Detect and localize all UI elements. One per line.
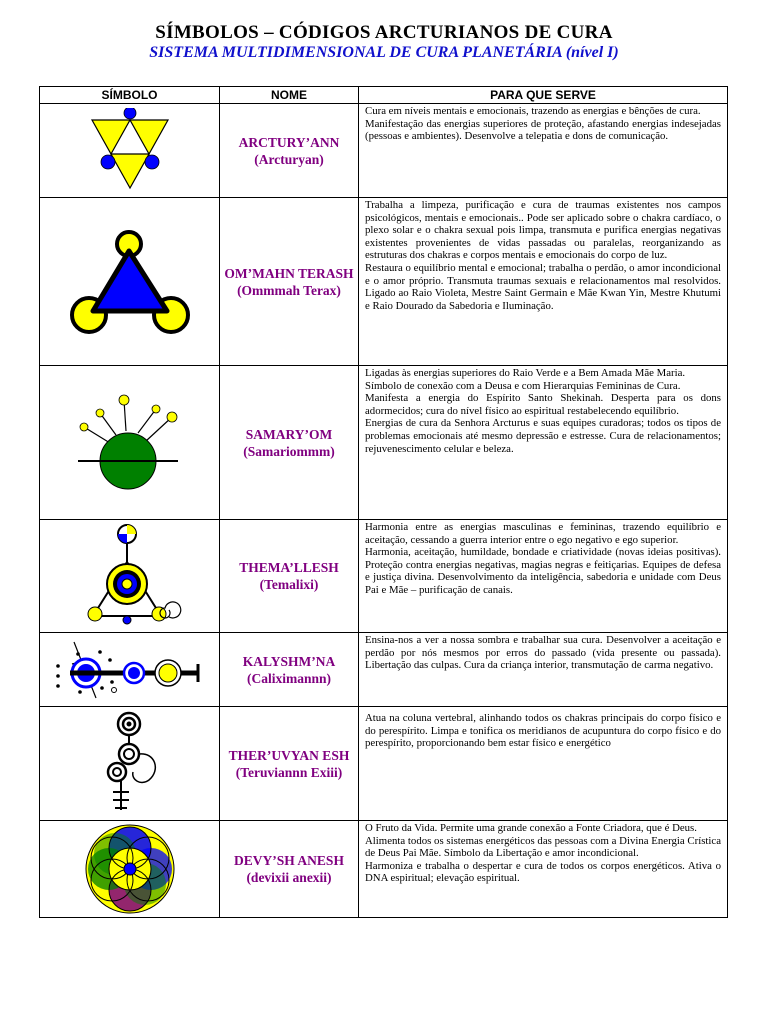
description-paragraph: Harmonia entre as energias masculinas e femininas, trazendo equilíbrio e aceitação, cessando a guerra interior entre o ego negativo e ego superior. bbox=[365, 521, 721, 546]
name-cell bbox=[220, 104, 359, 198]
symbol-name: THEMA’LLESH bbox=[239, 560, 339, 575]
name-cell bbox=[220, 366, 359, 520]
column-header-name: NOME bbox=[220, 87, 359, 104]
description-cell bbox=[359, 821, 728, 918]
symbol-alt-name: (Arcturyan) bbox=[254, 151, 324, 167]
symbol-alt-name: (Teruviannn Exiii) bbox=[235, 764, 343, 780]
name-cell bbox=[220, 707, 359, 821]
page-title: SÍMBOLOS – CÓDIGOS ARCTURIANOS DE CURA bbox=[155, 22, 613, 43]
description-paragraph: Harmoniza e trabalha o despertar e cura de todos os corpos energéticos. Ativa o DNA espiritual; elevação espiritual. bbox=[365, 859, 721, 885]
symbol-name: SAMARY’OM bbox=[245, 426, 333, 442]
name-cell bbox=[220, 198, 359, 366]
symbol-alt-name: (Ommmah Terax) bbox=[237, 282, 341, 298]
description-paragraph: Trabalha a limpeza, purificação e cura de traumas existentes nos campos psicológicos, mentais e emocionais.. Pode ser aplicado sobre o chakra cardíaco, o plexo solar e o chakra sexual pois limpa, transmuta e purifica energias negativas existentes provenientes de vidas passadas ou paralelas, reorganizando as estruturas dos chakras e corpos mentais e emocionais do corpo de luz. bbox=[365, 199, 721, 262]
symbol-name: ARCTURY’ANN bbox=[238, 134, 340, 150]
description-cell bbox=[359, 198, 728, 366]
name-cell bbox=[220, 633, 359, 707]
description-paragraph: Atua na coluna vertebral, alinhando todos os chakras principais do corpo físico e do perespírito. Limpa e tonifica os meridianos de acupuntura do corpo físico e do perespírito, proporcionando bem estar físico e energético bbox=[365, 712, 721, 750]
description-paragraph: Ensina-nos a ver a nossa sombra e trabalhar sua cura. Desenvolver a aceitação e perdão por nós mesmos por erros do passado (vida presente ou passada). Libertação das culpas. Cura da criança interior, transmutação de carma negativo. bbox=[365, 634, 721, 672]
description-cell bbox=[359, 633, 728, 707]
description-paragraph: Manifesta a energia do Espírito Santo Shekinah. Desperta para os dons adormecidos; cura do nível físico ao espiritual restabelecendo equilíbrio. bbox=[365, 392, 721, 417]
description-paragraph: Símbolo de conexão com a Deusa e com Hierarquias Femininas de Cura. bbox=[365, 379, 681, 392]
name-cell bbox=[220, 821, 359, 918]
description-paragraph: Manifestação das energias superiores de proteção, afastando energias indesejadas (pessoas e ambientes). Desenvolve a telepatia e dons de comunicação. bbox=[365, 117, 721, 143]
description-cell bbox=[359, 707, 728, 821]
table-row bbox=[40, 707, 728, 821]
table-row bbox=[40, 104, 728, 198]
symbol-cell bbox=[40, 821, 220, 918]
table-row bbox=[40, 198, 728, 366]
description-paragraph: Harmonia, aceitação, humildade, bondade e criatividade (novas ideias positivas). Proteção contra energias negativas, magias negras e feitiçarias. Equipes de defesa e justiça divina. Desenvolvimento da inteligência, sabedoria e unidade com Deus Pai e Mãe – purificação de canais. bbox=[365, 546, 721, 596]
symbol-name: KALYSHM’NA bbox=[242, 653, 336, 669]
symbol-cell bbox=[40, 520, 220, 633]
symbol-alt-name: (Temalixi) bbox=[259, 577, 319, 592]
table-row bbox=[40, 366, 728, 520]
table-row bbox=[40, 821, 728, 918]
themallesh-symbol bbox=[65, 524, 195, 629]
description-paragraph: Alimenta todos os sistemas energéticos das pessoas com a Divina Energia Crística de Deus Pai Mãe. Símbolo da Libertação e amor incondicional. bbox=[365, 834, 721, 860]
theruvyan-esh-symbol bbox=[85, 710, 175, 818]
description-paragraph: Ligadas às energias superiores do Raio Verde e a Bem Amada Mãe Maria. bbox=[365, 367, 686, 379]
table-row bbox=[40, 520, 728, 633]
symbol-cell bbox=[40, 366, 220, 520]
description-cell bbox=[359, 520, 728, 633]
symbols-table bbox=[39, 86, 728, 918]
description-paragraph: Cura em níveis mentais e emocionais, trazendo as energias e bênções de cura. bbox=[365, 105, 701, 117]
page-subtitle: SISTEMA MULTIDIMENSIONAL DE CURA PLANETÁRIA (nível I) bbox=[149, 44, 619, 61]
description-cell bbox=[359, 104, 728, 198]
symbol-cell bbox=[40, 633, 220, 707]
header-row bbox=[40, 87, 728, 104]
symbol-name: OM’MAHN TERASH bbox=[224, 265, 354, 281]
devysh-anesh-symbol bbox=[82, 822, 178, 916]
symbol-cell bbox=[40, 707, 220, 821]
symbol-alt-name: (Samariommm) bbox=[243, 443, 335, 459]
symbol-cell bbox=[40, 104, 220, 198]
description-cell bbox=[359, 366, 728, 520]
arcturyann-symbol bbox=[80, 108, 180, 194]
ommahn-terash-symbol bbox=[65, 227, 195, 337]
column-header-purpose: PARA QUE SERVE bbox=[359, 87, 728, 104]
description-paragraph: Restaura o equilíbrio mental e emocional; trabalha o perdão, o amor incondicional e o amor próprio. Transmuta traumas sexuais e relacionamentos mal resolvidos. Ligado ao Raio Violeta, Mestre Saint Germain e Mãe Kwan Yin, Mestre Khutumi e Raio Dourado da Sabedoria e Iluminação. bbox=[365, 261, 721, 312]
description-paragraph: O Fruto da Vida. Permite uma grande conexão a Fonte Criadora, que é Deus. bbox=[365, 822, 697, 834]
samaryom-symbol bbox=[60, 393, 200, 493]
symbol-cell bbox=[40, 198, 220, 366]
symbol-name: DEVY’SH ANESH bbox=[234, 853, 344, 868]
symbol-alt-name: (Caliximannn) bbox=[246, 670, 331, 686]
name-cell bbox=[220, 520, 359, 633]
column-header-symbol: SÍMBOLO bbox=[40, 87, 220, 104]
symbol-name: THER’UVYAN ESH bbox=[228, 747, 350, 763]
symbol-alt-name: (devixii anexii) bbox=[246, 870, 332, 885]
table-row bbox=[40, 633, 728, 707]
description-paragraph: Energias de cura da Senhora Arcturus e suas equipes curadoras; todos os tipos de problemas emocionais até mesmo depressão e estresse. Cura de relacionamentos; rejuvenescimento celular e beleza. bbox=[365, 417, 721, 455]
kalyshmna-symbol bbox=[50, 640, 210, 700]
